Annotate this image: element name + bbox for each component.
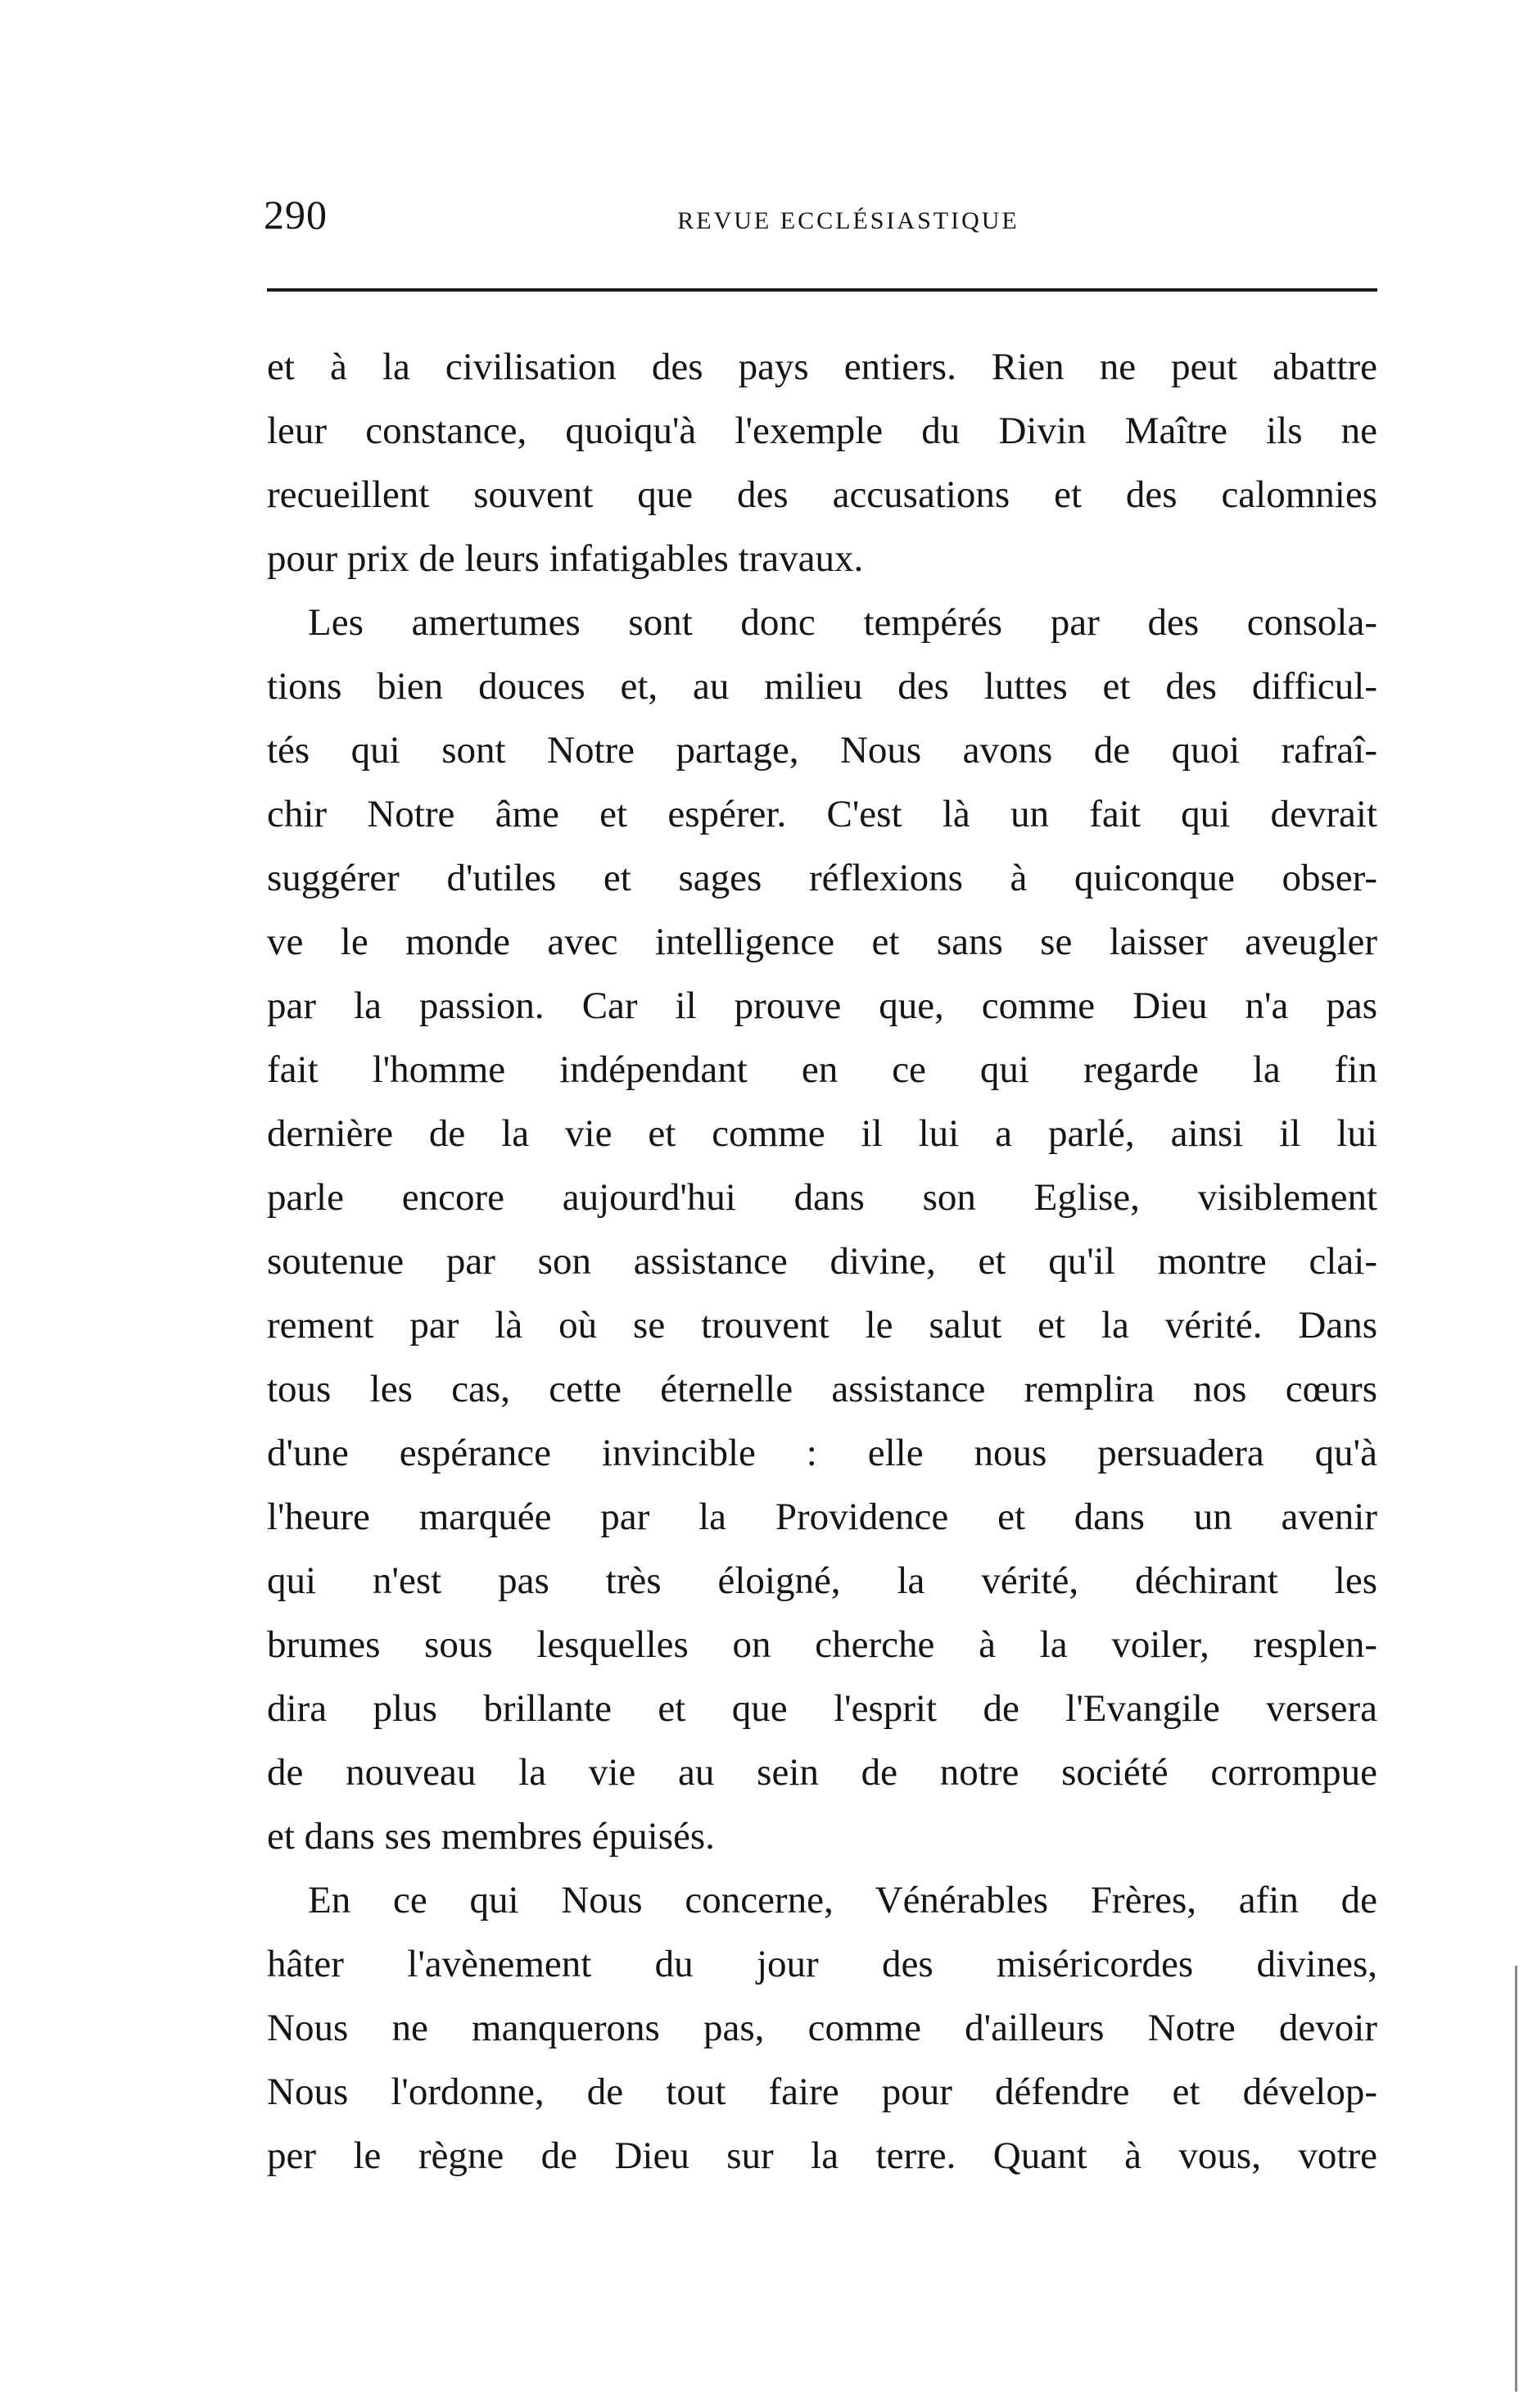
text-line: leur constance, quoiqu'à l'exemple du Divin Maître ils ne xyxy=(267,410,1377,452)
text-line: Les amertumes sont donc tempérés par des consola- xyxy=(308,601,1377,644)
page-number: 290 xyxy=(264,192,328,238)
text-line: pour prix de leurs infatigables travaux. xyxy=(267,537,864,580)
text-line: dernière de la vie et comme il lui a parlé, ainsi il lui xyxy=(267,1112,1377,1155)
text-line: Nous l'ordonne, de tout faire pour défendre et dévelop- xyxy=(267,2071,1377,2113)
text-line: hâter l'avènement du jour des miséricordes divines, xyxy=(267,1943,1377,1985)
text-line: per le règne de Dieu sur la terre. Quant à vous, votre xyxy=(267,2134,1377,2177)
text-line: tions bien douces et, au milieu des luttes et des difficul- xyxy=(267,665,1377,708)
text-line: recueillent souvent que des accusations et des calomnies xyxy=(267,473,1377,516)
text-line: tés qui sont Notre partage, Nous avons de quoi rafraî- xyxy=(267,729,1377,772)
text-line: par la passion. Car il prouve que, comme Dieu n'a pas xyxy=(267,984,1377,1027)
text-line: tous les cas, cette éternelle assistance remplira nos cœurs xyxy=(267,1368,1377,1410)
text-line: l'heure marquée par la Providence et dans un avenir xyxy=(267,1496,1377,1538)
scan-edge-mark xyxy=(1515,1966,1517,2392)
text-line: brumes sous lesquelles on cherche à la voiler, resplen- xyxy=(267,1623,1377,1666)
text-line: ve le monde avec intelligence et sans se laisser aveugler xyxy=(267,921,1377,963)
text-line: fait l'homme indépendant en ce qui regarde la fin xyxy=(267,1048,1377,1091)
text-line: de nouveau la vie au sein de notre société corrompue xyxy=(267,1751,1377,1794)
text-line: et à la civilisation des pays entiers. Rien ne peut abattre xyxy=(267,346,1377,388)
text-line: et dans ses membres épuisés. xyxy=(267,1815,715,1858)
text-line: d'une espérance invincible : elle nous persuadera qu'à xyxy=(267,1432,1377,1474)
text-line: soutenue par son assistance divine, et qu'il montre clai- xyxy=(267,1240,1377,1283)
text-line: rement par là où se trouvent le salut et la vérité. Dans xyxy=(267,1304,1377,1347)
text-line: dira plus brillante et que l'esprit de l'Evangile versera xyxy=(267,1687,1377,1730)
text-line: chir Notre âme et espérer. C'est là un fait qui devrait xyxy=(267,793,1377,835)
text-line: Nous ne manquerons pas, comme d'ailleurs Notre devoir xyxy=(267,2007,1377,2049)
text-line: qui n'est pas très éloigné, la vérité, déchirant les xyxy=(267,1559,1377,1602)
text-line: En ce qui Nous concerne, Vénérables Frères, afin de xyxy=(308,1879,1377,1921)
header-rule xyxy=(267,288,1377,292)
text-line: parle encore aujourd'hui dans son Eglise, visiblement xyxy=(267,1176,1377,1219)
running-head: REVUE ECCLÉSIASTIQUE xyxy=(677,207,1019,234)
text-line: suggérer d'utiles et sages réflexions à quiconque obser- xyxy=(267,857,1377,899)
